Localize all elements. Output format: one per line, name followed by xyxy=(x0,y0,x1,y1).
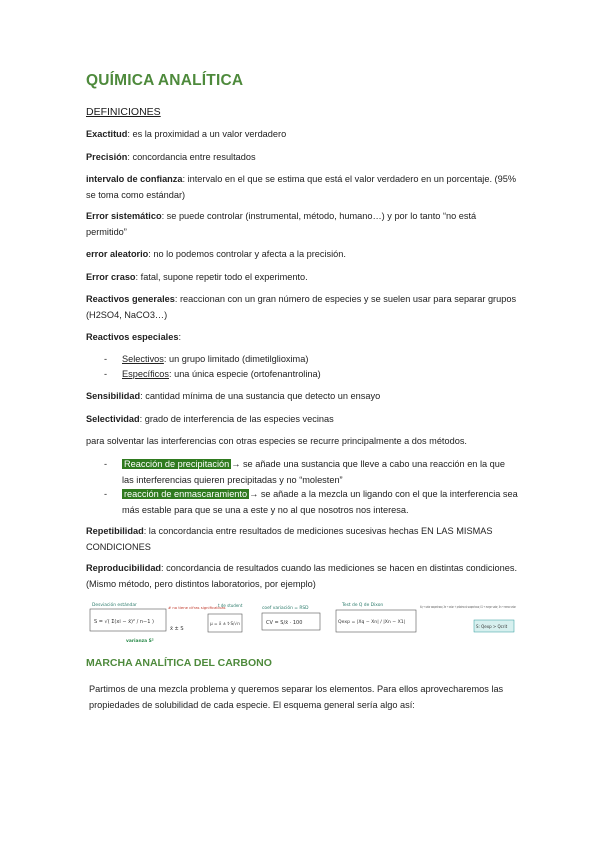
highlighted-term: Reacción de precipitación xyxy=(124,459,230,469)
q-compare: S: Qexp > Qcrit xyxy=(476,624,508,629)
term: Selectivos xyxy=(122,354,164,364)
term: Error sistemático xyxy=(86,211,162,221)
definition-text: : se puede controlar (instrumental, método, humano…) y por lo tanto “no está permitido” xyxy=(86,211,477,237)
definition-text: : concordancia entre resultados xyxy=(127,152,256,162)
term: Exactitud xyxy=(86,129,128,139)
def-reactivos-generales xyxy=(86,292,518,323)
def-intervalo xyxy=(86,172,518,203)
varianza-label: varianza S² xyxy=(126,639,154,644)
term: Precisión xyxy=(86,152,128,162)
def-error-sistematico xyxy=(86,209,518,240)
bullet-dash: - xyxy=(104,354,108,364)
mu-formula: μ = x̄ ± t·S/√n xyxy=(210,621,240,626)
cifras-note: # no tiene cifras significativas xyxy=(168,605,226,610)
xbar-formula: x̄ ± S xyxy=(170,626,184,632)
interferencias-text: para solventar las interferencias con otras especies se recurre principalmente a dos métodos. xyxy=(86,436,467,446)
def-sensibilidad xyxy=(86,389,518,405)
def-precision xyxy=(86,150,518,166)
formulas-image xyxy=(86,600,518,648)
bullet-dash: - xyxy=(104,489,108,499)
definition-text: : xyxy=(178,332,182,342)
cv-formula: CV = S/x̄ · 100 xyxy=(266,620,303,626)
term: error aleatorio xyxy=(86,249,149,259)
q-notes: Xq → valor sospechoso; Xn → valor + próximo al sospechoso; X1 → mayor valor; Xn → menor valor xyxy=(420,605,517,609)
q-label: Test de Q de Dixon xyxy=(342,603,384,608)
term: Sensibilidad xyxy=(86,391,141,401)
definition-text: : grado de interferencia de las especies vecinas xyxy=(139,414,334,424)
desviacion-formula: S = √( Σ(xi − x̄)² / n−1 ) xyxy=(94,619,154,625)
cv-label: coef variación = RSD xyxy=(262,606,309,611)
term: Repetibilidad xyxy=(86,526,144,536)
term: Reactivos generales xyxy=(86,294,175,304)
page-title: QUÍMICA ANALÍTICA xyxy=(86,72,244,89)
bullet-dash: - xyxy=(104,459,108,469)
definitions-heading: DEFINICIONES xyxy=(86,106,161,118)
def-reproducibilidad xyxy=(86,561,518,592)
definition-text: : una única especie (ortofenantrolina) xyxy=(168,369,321,379)
desviacion-label: Desviación estándar xyxy=(92,603,137,608)
definition-text: : fatal, supone repetir todo el experimento. xyxy=(135,272,308,282)
def-error-craso xyxy=(86,270,518,286)
q-formula: Qexp = |Xq − Xn| / |Xn − X1| xyxy=(338,620,406,625)
marcha-intro: Partimos de una mezcla problema y queremos separar los elementos. Para ellos aprovecharemos las propiedades de solubilidad de cada especie. El esquema general sería algo así: xyxy=(89,684,504,710)
term: Reactivos especiales xyxy=(86,332,179,342)
def-error-aleatorio xyxy=(86,247,518,263)
definition-text: : no lo podemos controlar y afecta a la precisión. xyxy=(148,249,346,259)
definition-text: : es la proximidad a un valor verdadero xyxy=(127,129,287,139)
term: intervalo de confianza xyxy=(86,174,183,184)
definition-text: : un grupo limitado (dimetilglioxima) xyxy=(163,354,309,364)
highlighted-term: reacción de enmascaramiento xyxy=(124,489,248,499)
definition-text: → se añade a la mezcla un ligando con el que la interferencia sea más estable para que se una a este y no al que nosotros nos interesa. xyxy=(122,489,518,515)
term: Selectividad xyxy=(86,414,140,424)
section-heading-marcha: MARCHA ANALÍTICA DEL CARBONO xyxy=(86,657,272,669)
term: Error craso xyxy=(86,272,136,282)
def-reactivos-especiales xyxy=(86,330,518,346)
definition-text: : cantidad mínima de una sustancia que detecto un ensayo xyxy=(140,391,381,401)
def-selectividad xyxy=(86,412,518,428)
definition-text: : concordancia de resultados cuando las mediciones se hacen en distintas condiciones. (Mismo método, pero distintos laboratorios, por ejemplo) xyxy=(86,563,518,589)
term: Específicos xyxy=(122,369,169,379)
def-repetibilidad xyxy=(86,524,518,555)
bullet-dash: - xyxy=(104,369,108,379)
definition-text: : la concordancia entre resultados de mediciones sucesivas hechas EN LAS MISMAS CONDICIONES xyxy=(86,526,493,552)
definition-text: : reaccionan con un gran número de especies y se suelen usar para separar grupos (H2SO4, NaCO3…) xyxy=(86,294,517,320)
term: Reproducibilidad xyxy=(86,563,162,573)
definition-text: → se añade una sustancia que lleve a cabo una reacción en la que las interferencias quieren precipitadas y no “molesten” xyxy=(122,459,505,485)
definition-text: : intervalo en el que se estima que está el valor verdadero en un porcentaje. (95% se toma como estándar) xyxy=(86,174,517,200)
def-exactitud xyxy=(86,127,518,143)
student-label: t de student xyxy=(218,603,243,608)
